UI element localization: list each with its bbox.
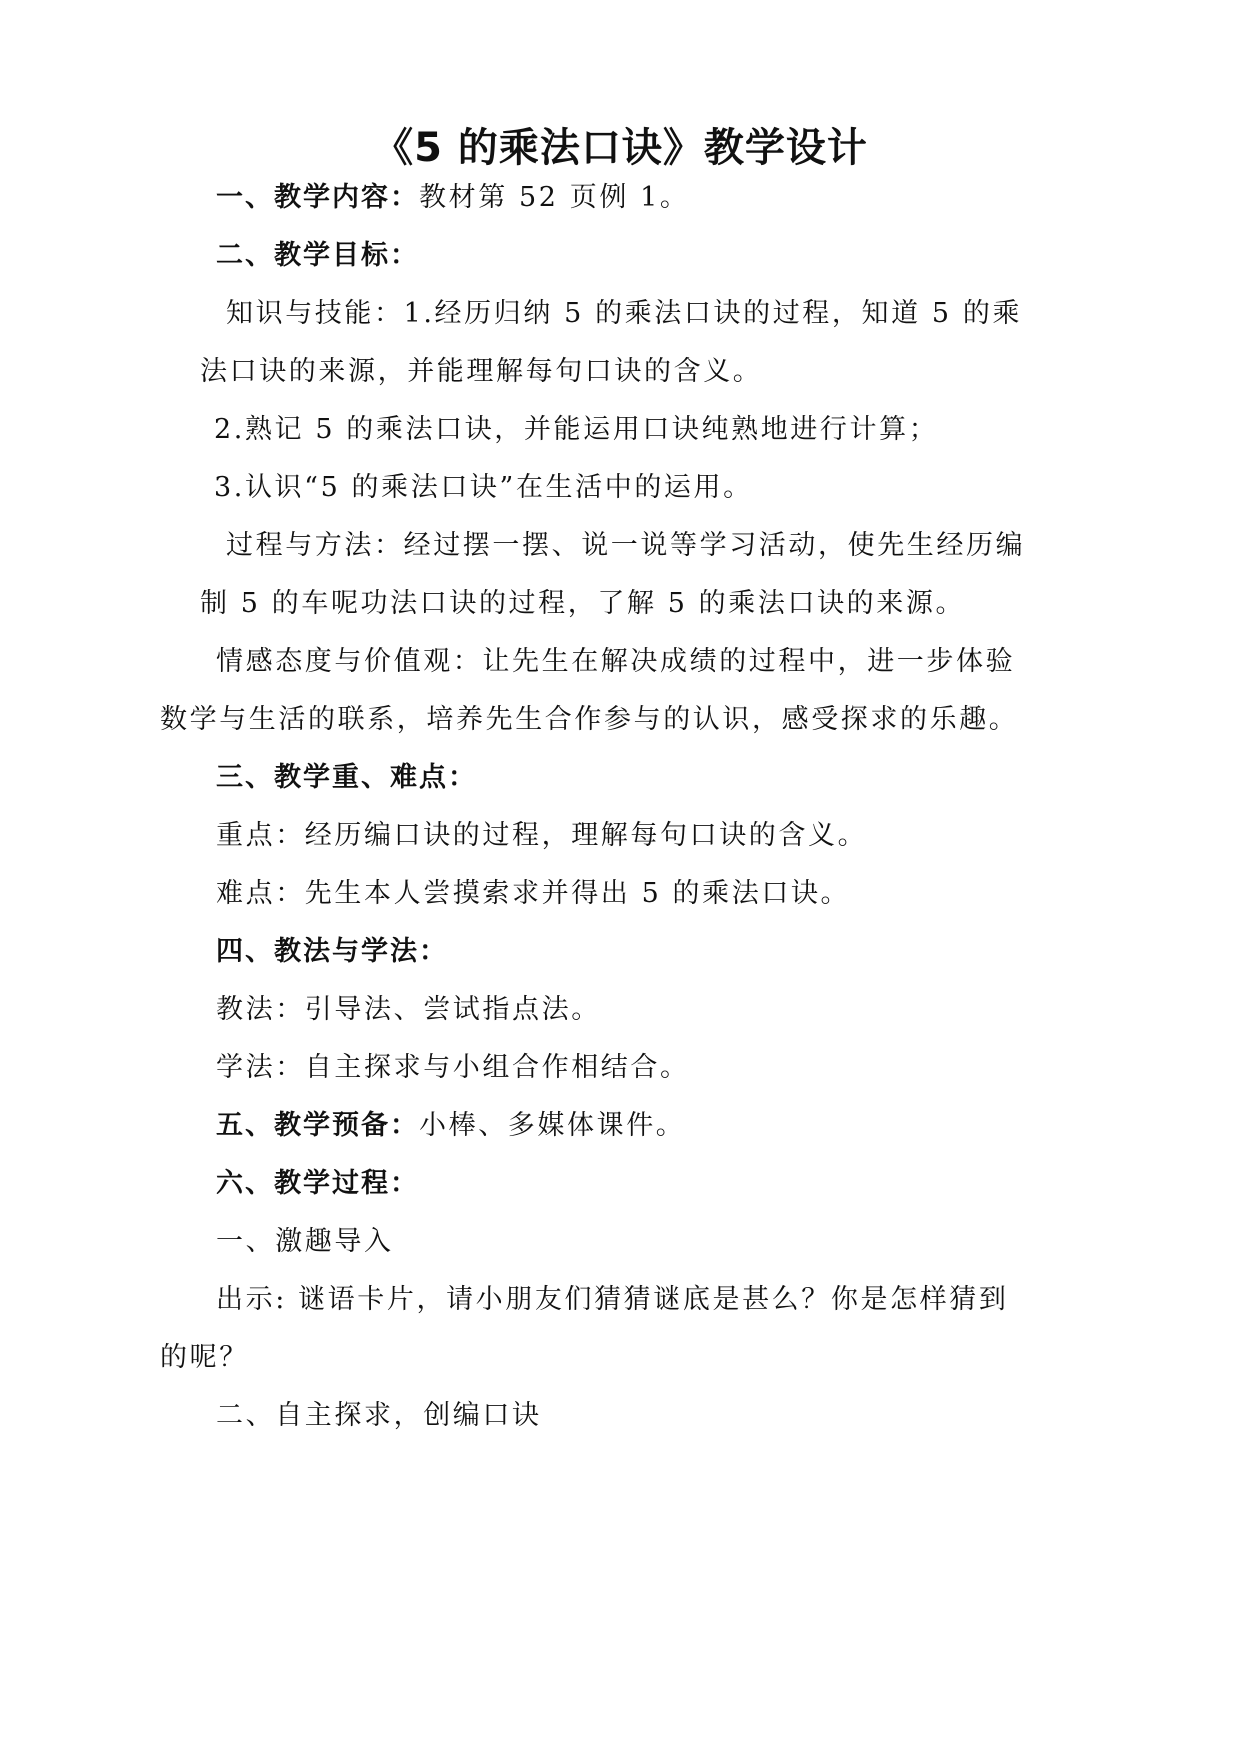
section-heading-content: 一、教学内容： [216, 182, 419, 213]
section-heading-process: 六、教学过程： [216, 1168, 419, 1199]
objective-knowledge-line1: 知识与技能：1.经历归纳 5 的乘法口诀的过程，知道 5 的乘 [226, 298, 1023, 329]
objective-item-3: 3.认识“5 的乘法口诀”在生活中的运用。 [214, 472, 753, 503]
process-step-2: 二、自主探求，创编口诀 [216, 1400, 542, 1431]
method-teaching: 教法：引导法、尝试指点法。 [216, 994, 601, 1025]
objective-process-line2: 制 5 的车呢功法口诀的过程，了解 5 的乘法口诀的来源。 [200, 588, 966, 619]
objective-emotion-line1: 情感态度与价值观：让先生在解决成绩的过程中，进一步体验 [216, 646, 1016, 677]
process-step-1: 一、激趣导入 [216, 1226, 394, 1257]
key-point-focus: 重点：经历编口诀的过程，理解每句口诀的含义。 [216, 820, 868, 851]
document-title: 《5 的乘法口诀》教学设计 [373, 125, 868, 171]
objective-emotion-line2: 数学与生活的联系，培养先生合作参与的认识，感受探求的乐趣。 [160, 704, 1019, 735]
objective-item-2: 2.熟记 5 的乘法口诀，并能运用口诀纯熟地进行计算； [214, 414, 939, 445]
preparation-text: 小棒、多媒体课件。 [419, 1110, 686, 1141]
section-heading-preparation: 五、教学预备： [216, 1110, 419, 1141]
section-heading-objectives: 二、教学目标： [216, 240, 419, 271]
objective-knowledge-line2: 法口诀的来源，并能理解每句口诀的含义。 [200, 356, 763, 387]
method-learning: 学法：自主探求与小组合作相结合。 [216, 1052, 690, 1083]
section-heading-key-points: 三、教学重、难点： [216, 762, 477, 793]
teaching-content-line [216, 178, 689, 218]
key-point-difficulty: 难点：先生本人尝摸索求并得出 5 的乘法口诀。 [216, 878, 851, 909]
teaching-content-text: 教材第 52 页例 1。 [419, 182, 690, 213]
process-show-line2: 的呢？ [160, 1342, 249, 1373]
process-show-line1: 出示: 谜语卡片，请小朋友们猜猜谜底是甚么？你是怎样猜到 [216, 1284, 1009, 1315]
section-heading-methods: 四、教法与学法： [216, 936, 448, 967]
preparation-line [216, 1106, 685, 1146]
objective-process-line1: 过程与方法：经过摆一摆、说一说等学习活动，使先生经历编 [226, 530, 1026, 561]
